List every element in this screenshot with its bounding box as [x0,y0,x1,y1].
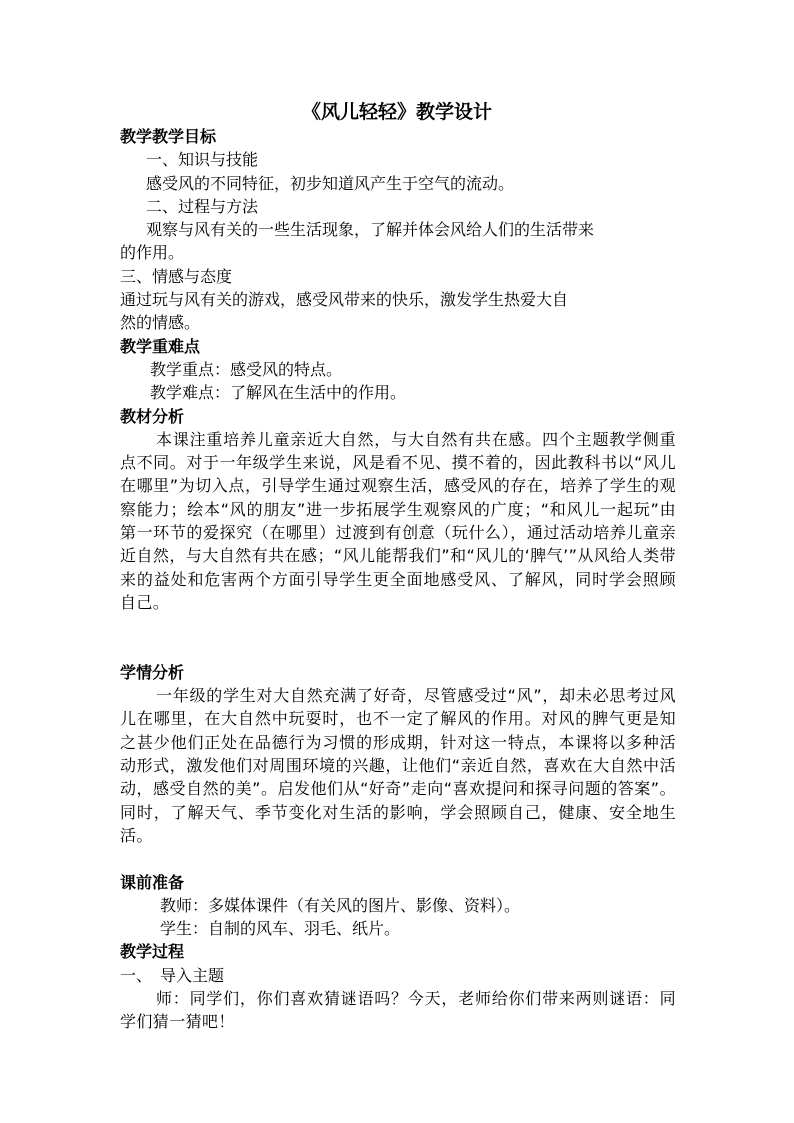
process-heading: 教学过程 [120,942,185,962]
process-step1-heading: 一、 导入主题 [120,965,225,985]
objectives-heading: 教学教学目标 [120,127,217,146]
student-analysis-heading: 学情分析 [120,662,185,682]
process-step1-text: 师：同学们，你们喜欢猜谜语吗？今天，老师给你们带来两则谜语：同学们猜一猜吧！ [120,989,676,1032]
material-analysis-paragraph: 本课注重培养儿童亲近大自然，与大自然有共在感。四个主题教学侧重点不同。对于一年级学生来说，风是看不见、摸不着的，因此教科书以“风儿在哪里”为切入点，引导学生通过观察生活，感受风的存在，培养了学生的观察能力；绘本“风的朋友”进一步拓展学生观察风的广度；“和风儿一起玩”由第一环节的爱探究（在哪里）过渡到有创意（玩什么），通过活动培养儿童亲近自然，与大自然有共在感；“风儿能帮我们”和“风儿的‘脾气’”从风给人类带来的益处和危害两个方面引导学生更全面地感受风、了解风，同时学会照顾自己。 [120,429,676,612]
teacher-preparation: 教师：多媒体课件（有关风的图片、影像、资料）。 [160,895,521,915]
student-analysis-paragraph: 一年级的学生对大自然充满了好奇，尽管感受过“风”，却未必思考过风儿在哪里，在大自然中玩耍时，也不一定了解风的作用。对风的脾气更是知之甚少他们正处在品德行为习惯的形成期，针对这一特点，本课将以多种活动形式，激发他们对周围环境的兴趣，让他们“亲近自然，喜欢在大自然中活动，感受自然的美”。启发他们从“好奇”走向“喜欢提问和探寻问题的答案”。同时，了解天气、季节变化对生活的影响，学会照顾自己，健康、安全地生活。 [120,686,676,845]
key-point-text: 教学重点：感受风的特点。 [150,359,343,379]
difficulty-text: 教学难点：了解风在生活中的作用。 [150,383,407,403]
emotion-heading: 三、情感与态度 [120,266,233,286]
preparation-heading: 课前准备 [120,872,185,892]
process-method-text-line2: 的作用。 [120,243,185,263]
process-method-text-line1: 观察与风有关的一些生活现象，了解并体会风给人们的生活带来 [146,220,595,240]
knowledge-text: 感受风的不同特征，初步知道风产生于空气的流动。 [146,173,515,193]
student-preparation: 学生：自制的风车、羽毛、纸片。 [160,919,401,939]
emotion-text-line1: 通过玩与风有关的游戏，感受风带来的快乐，激发学生热爱大自 [120,290,569,310]
key-points-heading: 教学重难点 [120,336,201,356]
process-method-heading: 二、过程与方法 [146,196,259,216]
document-body [120,125,676,1034]
knowledge-heading: 一、知识与技能 [146,150,259,170]
document-title: 《风儿轻轻》教学设计 [301,101,492,123]
material-analysis-heading: 教材分析 [120,406,185,426]
emotion-text-line2: 然的情感。 [120,313,201,333]
